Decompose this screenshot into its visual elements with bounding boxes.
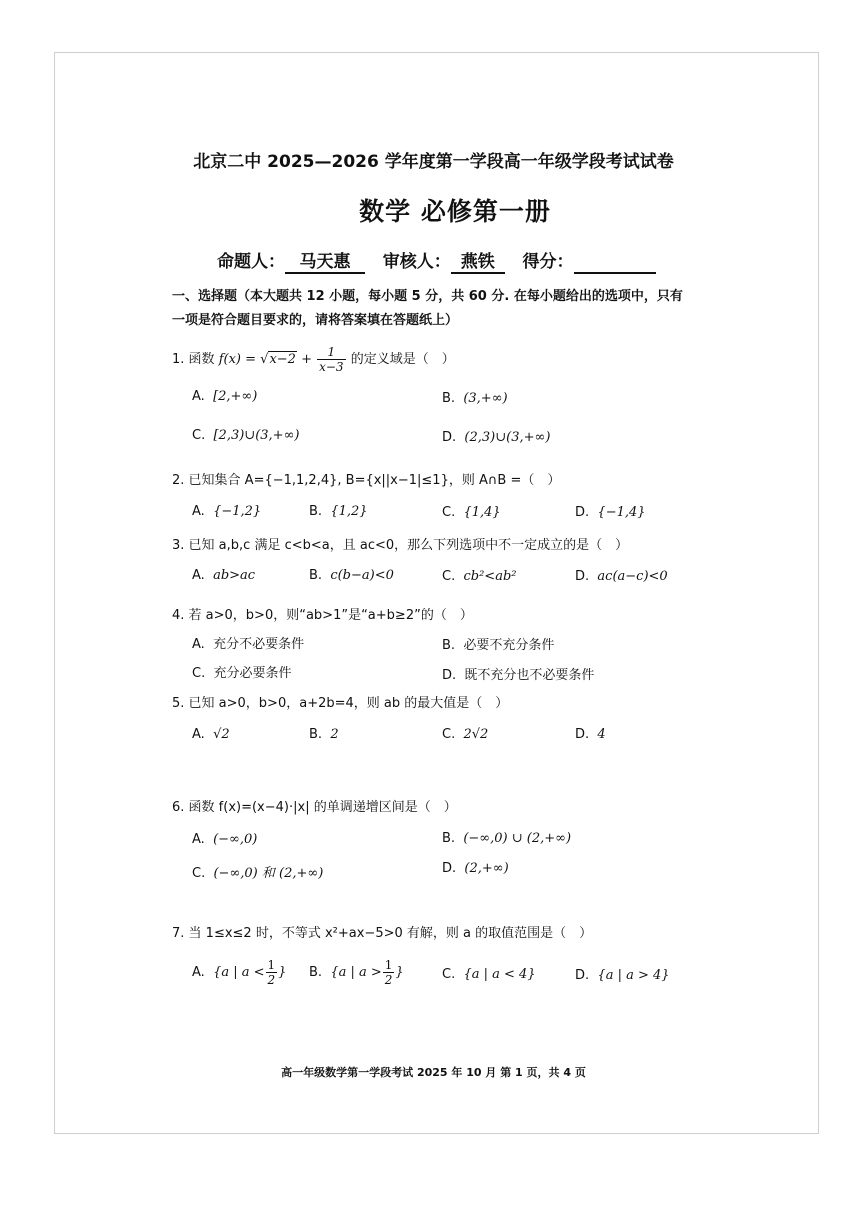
option-3b[interactable]: B. c(b−a)<0 xyxy=(309,568,394,583)
option-3a[interactable]: A. ab>ac xyxy=(192,568,256,583)
question-2: 2. 已知集合 A={−1,1,2,4}, B={x||x−1|≤1}，则 A∩B =（ ） xyxy=(172,473,561,488)
score-blank[interactable] xyxy=(574,252,656,274)
reviewer-label: 审核人： xyxy=(382,252,451,272)
option-5c[interactable]: C. 2√2 xyxy=(442,727,489,742)
reviewer-name: 燕铁 xyxy=(451,247,505,274)
option-4a[interactable]: A. 充分不必要条件 xyxy=(192,637,305,652)
section-heading: 一、选择题（本大题共 12 小题，每小题 5 分，共 60 分. 在每小题给出的选项中，只有一项是符合题目要求的，请将答案填在答题纸上） xyxy=(172,289,683,328)
option-5a[interactable]: A. √2 xyxy=(192,727,230,742)
exam-title: 北京二中 2025—2026 学年度第一学段高一年级学段考试试卷 xyxy=(193,152,674,172)
question-formula: f(x) = √x−2 + $\frac{1}{x-3}$ xyxy=(218,345,344,374)
question-stem: 当 1≤x≤2 时，不等式 x²+ax−5>0 有解，则 a 的取值范围是（ ） xyxy=(188,926,593,941)
author-name: 马天惠 xyxy=(285,247,365,274)
option-1c[interactable]: C. [2,3)∪(3,+∞) xyxy=(192,428,300,443)
question-5: 5. 已知 a>0，b>0，a+2b=4，则 ab 的最大值是（ ） xyxy=(172,696,509,711)
option-7b[interactable]: B. {a | a > $\frac{1}{2}$ } xyxy=(309,958,404,987)
option-6b[interactable]: B. (−∞,0) ∪ (2,+∞) xyxy=(442,831,572,846)
option-3c[interactable]: C. cb²<ab² xyxy=(442,569,517,584)
option-6c[interactable]: C. (−∞,0) 和 (2,+∞) xyxy=(192,866,324,881)
option-3d[interactable]: D. ac(a−c)<0 xyxy=(575,569,668,584)
option-2d[interactable]: D. {−1,4} xyxy=(575,505,646,520)
question-stem: 函数 xyxy=(188,352,215,367)
option-7d[interactable]: D. {a | a > 4} xyxy=(575,968,670,983)
option-7a[interactable]: A. {a | a < $\frac{1}{2}$ } xyxy=(192,958,287,987)
question-number: 1. xyxy=(172,352,185,367)
option-1a[interactable]: A. [2,+∞) xyxy=(192,389,258,404)
option-4b[interactable]: B. 必要不充分条件 xyxy=(442,638,555,653)
option-2b[interactable]: B. {1,2} xyxy=(309,504,368,519)
option-7c[interactable]: C. {a | a < 4} xyxy=(442,967,536,982)
author-label: 命题人： xyxy=(217,252,285,272)
question-6: 6. 函数 f(x)=(x−4)·|x| 的单调递增区间是（ ） xyxy=(172,800,457,815)
exam-meta-line xyxy=(217,247,656,274)
question-3: 3. 已知 a,b,c 满足 c<b<a，且 ac<0，那么下列选项中不一定成立的是（ ） xyxy=(172,538,629,553)
question-7: 7. 当 1≤x≤2 时，不等式 x²+ax−5>0 有解，则 a 的取值范围是（ ） xyxy=(172,926,593,941)
page-footer: 高一年级数学第一学段考试 2025 年 10 月 第 1 页，共 4 页 xyxy=(281,1066,586,1079)
option-1b[interactable]: B. (3,+∞) xyxy=(442,391,508,406)
score-label: 得分： xyxy=(522,252,574,272)
question-stem: 已知 a>0，b>0，a+2b=4，则 ab 的最大值是（ ） xyxy=(188,696,509,711)
option-4d[interactable]: D. 既不充分也不必要条件 xyxy=(442,668,595,683)
option-4c[interactable]: C. 充分必要条件 xyxy=(192,666,292,681)
option-2a[interactable]: A. {−1,2} xyxy=(192,504,262,519)
option-5d[interactable]: D. 4 xyxy=(575,727,606,742)
question-stem: 已知 a,b,c 满足 c<b<a，且 ac<0，那么下列选项中不一定成立的是（ ） xyxy=(188,538,629,553)
question-stem: 若 a>0，b>0，则“ab>1”是“a+b≥2”的（ ） xyxy=(188,608,473,623)
option-6a[interactable]: A. (−∞,0) xyxy=(192,832,258,847)
option-2c[interactable]: C. {1,4} xyxy=(442,505,501,520)
question-stem: 已知集合 A={−1,1,2,4}, B={x||x−1|≤1}，则 A∩B =（ ） xyxy=(188,473,561,488)
exam-subtitle: 数学 必修第一册 xyxy=(359,197,551,226)
question-1 xyxy=(172,345,455,374)
option-5b[interactable]: B. 2 xyxy=(309,727,339,742)
option-1d[interactable]: D. (2,3)∪(3,+∞) xyxy=(442,430,551,445)
option-6d[interactable]: D. (2,+∞) xyxy=(442,861,509,876)
question-stem-end: 的定义域是（ ） xyxy=(350,352,455,367)
question-4: 4. 若 a>0，b>0，则“ab>1”是“a+b≥2”的（ ） xyxy=(172,608,473,623)
question-stem: 函数 f(x)=(x−4)·|x| 的单调递增区间是（ ） xyxy=(188,800,457,815)
